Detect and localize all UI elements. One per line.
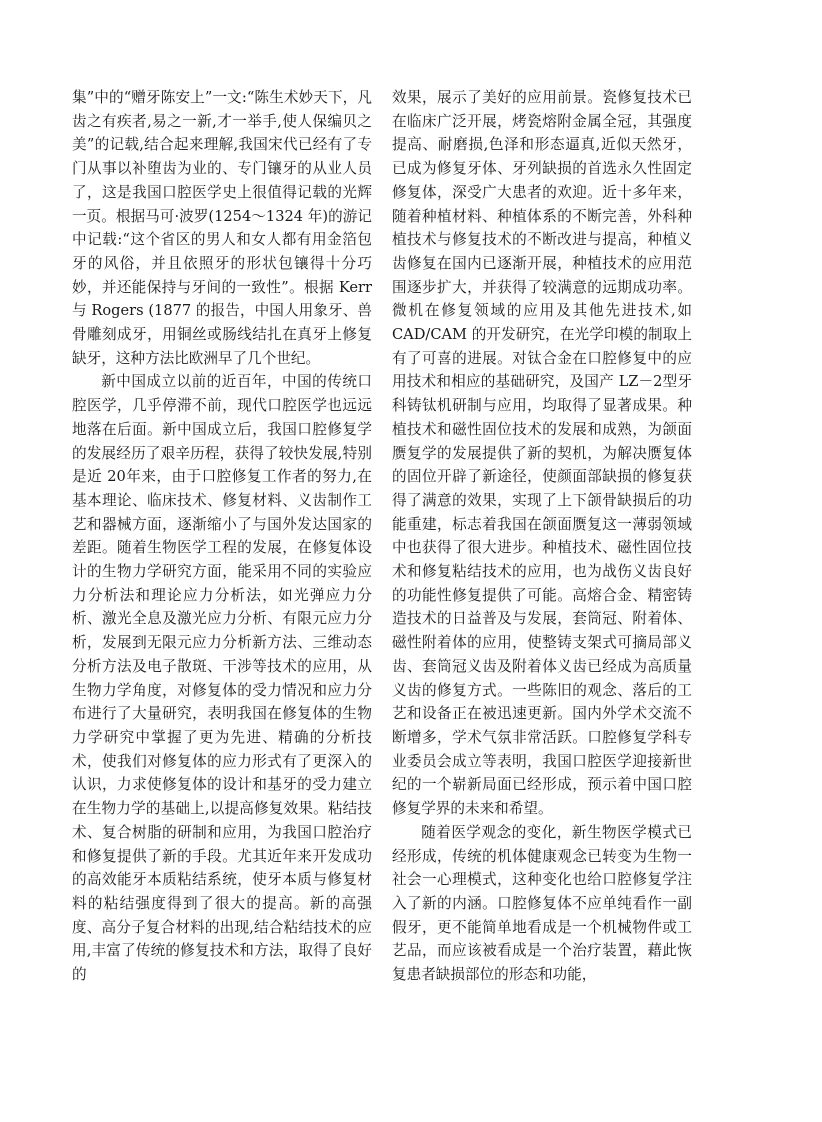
left-paragraph-1: 集”中的“赠牙陈安上”一文:“陈生术妙天下，凡齿之有疾者,易之一新,才一举手,使人保编贝之美”的记载,结合起来理解,我国宋代已经有了专门从事以补堕齿为业的、专门镶牙的从业人员了，这是我国口腔医学史上很值得记载的光辉一页。根据马可·波罗(1254～1324 年)的游记中记载:“这个省区的男人和女人都有用金箔包牙的风俗，并且依照牙的形状包镶得十分巧妙，并还能保持与牙间的一致性”。根据 Kerr与 Rogers (1877 的报告，中国人用象牙、兽骨雕刻成牙，用铜丝或肠线结扎在真牙上修复缺牙，这种方法比欧洲早了几个世纪。 [72, 89, 372, 367]
right-paragraph-2: 随着医学观念的变化，新生物医学模式已经形成，传统的机体健康观念已转变为生物一社会一心理模式，这种变化也给口腔修复学注入了新的内涵。口腔修复体不应单纯看作一副假牙，更不能简单地看成是一个机械物件或工艺品，而应该被看成是一个治疗装置，藉此恢复患者缺损部位的形态和功能， [392, 823, 692, 984]
left-column [72, 86, 372, 987]
right-column [392, 86, 692, 987]
left-paragraph-2: 新中国成立以前的近百年，中国的传统口腔医学，几乎停滞不前，现代口腔医学也远远地落在后面。新中国成立后，我国口腔修复学的发展经历了艰辛历程，获得了较快发展,特别是近 20年来，由于口腔修复工作者的努力,在基本理论、临床技术、修复材料、义齿制作工艺和器械方面，逐渐缩小了与国外发达国家的差距。随着生物医学工程的发展，在修复体设计的生物力学研究方面，能采用不同的实验应力分析法和理论应力分析法，如光弹应力分析、激光全息及激光应力分析、有限元应力分析，发展到无限元应力分析新方法、三维动态分析方法及电子散斑、干涉等技术的应用，从生物力学角度，对修复体的受力情况和应力分布进行了大量研究，表明我国在修复体的生物力学研究中掌握了更为先进、精确的分析技术，使我们对修复体的应力形式有了更深入的认识，力求使修复体的设计和基牙的受力建立在生物力学的基础上,以提高修复效果。粘结技术、复合树脂的研制和应用，为我国口腔治疗和修复提供了新的手段。尤其近年来开发成功的高效能牙本质粘结系统，使牙本质与修复材料的粘结强度得到了很大的提高。新的高强度、高分子复合材料的出现,结合粘结技术的应用,丰富了传统的修复技术和方法，取得了良好的 [72, 373, 372, 984]
right-paragraph-1: 效果，展示了美好的应用前景。瓷修复技术已在临床广泛开展，烤瓷熔附金属全冠，其强度提高、耐磨损,色泽和形态逼真,近似天然牙，已成为修复牙体、牙列缺损的首选永久性固定修复体，深受广大患者的欢迎。近十多年来，随着种植材料、种植体系的不断完善，外科种植技术与修复技术的不断改进与提高，种植义齿修复在国内已逐渐开展，种植技术的应用范围逐步扩大，并获得了较满意的远期成功率。微机在修复领域的应用及其他先进技术,如 CAD/CAM 的开发研究，在光学印模的制取上有了可喜的进展。对钛合金在口腔修复中的应用技术和相应的基础研究，及国产 LZ－2型牙科铸钛机研制与应用，均取得了显著成果。种植技术和磁性固位技术的发展和成熟，为颌面赝复学的发展提供了新的契机，为解决赝复体的固位开辟了新途径，使颜面部缺损的修复获得了满意的效果，实现了上下颌骨缺损后的功能重建，标志着我国在颌面赝复这一薄弱领域中也获得了很大进步。种植技术、磁性固位技术和修复粘结技术的应用，也为战伤义齿良好的功能性修复提供了可能。高熔合金、精密铸造技术的日益普及与发展，套筒冠、附着体、磁性附着体的应用，使整铸支架式可摘局部义齿、套筒冠义齿及附着体义齿已经成为高质量义齿的修复方式。一些陈旧的观念、落后的工艺和设备正在被迅速更新。国内外学术交流不断增多，学术气氛非常活跃。口腔修复学科专业委员会成立等表明，我国口腔医学迎接新世纪的一个崭新局面已经形成，预示着中国口腔修复学界的未来和希望。 [392, 89, 692, 818]
